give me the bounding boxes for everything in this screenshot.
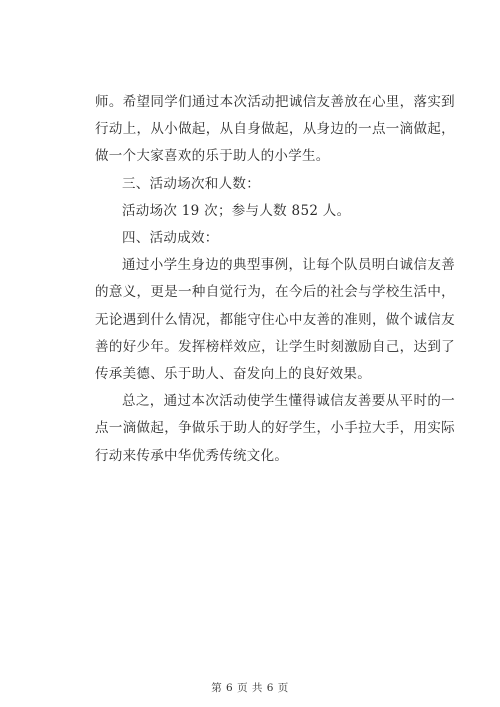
paragraph-results: 通过小学生身边的典型事例，让每个队员明白诚信友善的意义，更是一种自觉行为，在今后的社会与学校生活中，无论遇到什么情况，都能守住心中友善的准则，做个诚信友善的好少年。发挥榜样效应，让学生时刻激励自己，达到了传承美德、乐于助人、奋发向上的良好效果。 [95,257,455,383]
paragraph-activity-count: 活动场次 19 次；参与人数 852 人。 [122,202,351,219]
heading-section-three: 三、活动场次和人数： [122,175,260,192]
paragraph-continuation: 师。希望同学们通过本次活动把诚信友善放在心里，落实到行动上，从小做起，从自身做起，从身边的一点一滴做起，做一个大家喜欢的乐于助人的小学生。 [95,94,455,165]
heading-section-four: 四、活动成效： [122,230,219,247]
document-body [95,89,455,470]
page-footer: 第 6 页 共 6 页 [211,682,289,694]
paragraph-summary: 总之，通过本次活动使学生懂得诚信友善要从平时的一点一滴做起，争做乐于助人的好学生，小手拉大手，用实际行动来传承中华优秀传统文化。 [95,393,455,464]
